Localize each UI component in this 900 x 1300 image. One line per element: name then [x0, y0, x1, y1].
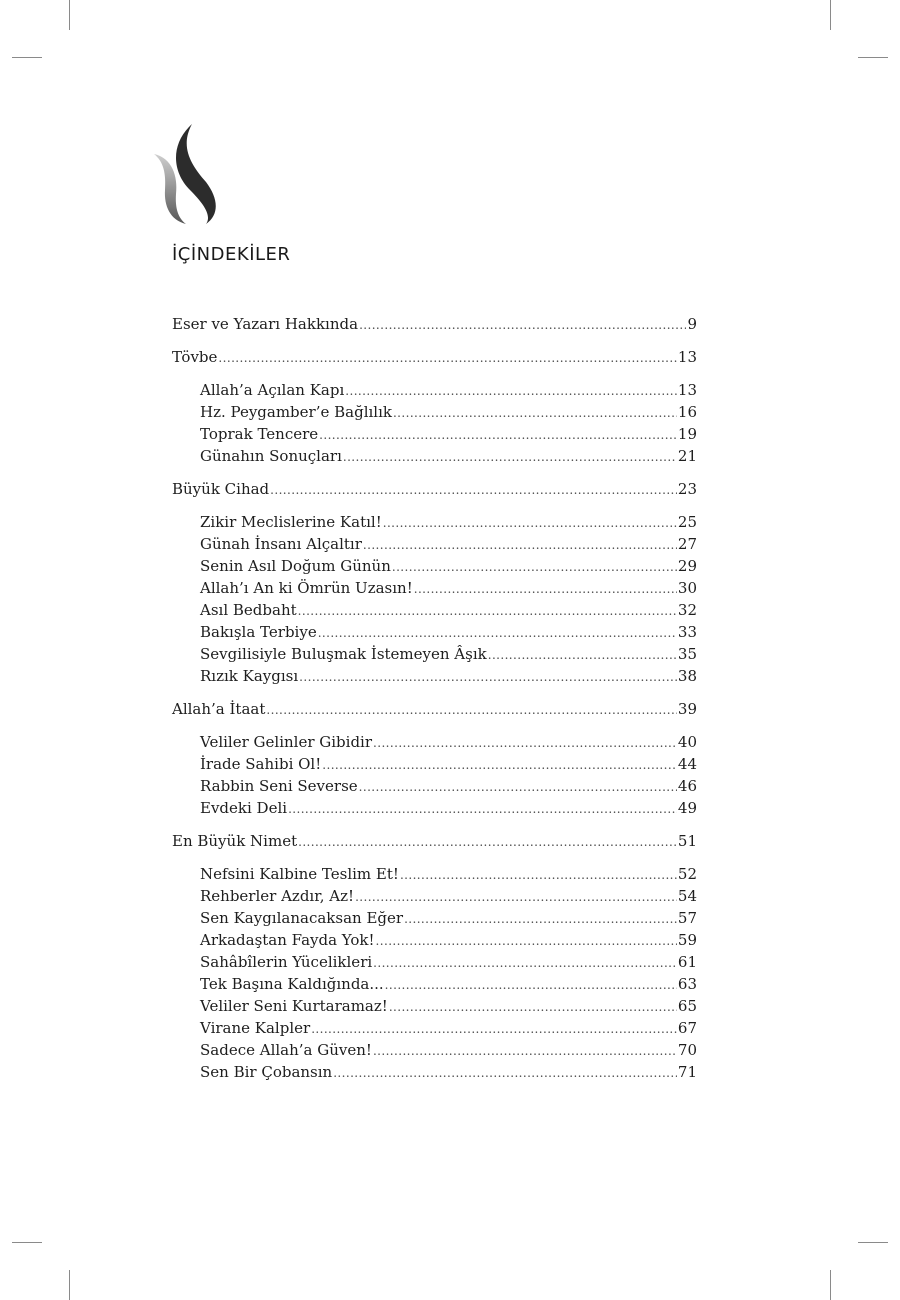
toc-dot-leader	[355, 886, 677, 908]
toc-heading: İÇİNDEKİLER	[172, 244, 291, 265]
toc-subsection-entry[interactable]	[172, 885, 697, 907]
toc-entry-title: Allah’a İtaat	[172, 700, 266, 718]
toc-page-number: 33	[677, 623, 697, 641]
toc-page-number: 9	[687, 315, 697, 333]
toc-page-number: 44	[677, 755, 697, 773]
toc-subsection-entry[interactable]	[172, 1017, 697, 1039]
toc-page-number: 27	[677, 535, 697, 553]
toc-entry-title: Sen Bir Çobansın	[200, 1063, 333, 1081]
toc-entry-title: Rızık Kaygısı	[200, 667, 299, 685]
crop-mark-top-right-v	[830, 0, 831, 30]
toc-page-number: 65	[677, 997, 697, 1015]
toc-dot-leader	[270, 479, 677, 501]
toc-subsection-entry[interactable]	[172, 555, 697, 577]
toc-subsection-entry[interactable]	[172, 1061, 697, 1083]
toc-dot-leader	[266, 699, 677, 721]
toc-entry-title: Tövbe	[172, 348, 218, 366]
toc-page-number: 38	[677, 667, 697, 685]
crop-mark-top-left-h	[12, 57, 42, 58]
toc-dot-leader	[393, 402, 677, 424]
toc-page-number: 32	[677, 601, 697, 619]
crop-mark-top-left-v	[69, 0, 70, 30]
toc-dot-leader	[400, 864, 677, 886]
toc-chapter-entry[interactable]	[172, 313, 697, 335]
toc-subsection-entry[interactable]	[172, 401, 697, 423]
toc-page-number: 25	[677, 513, 697, 531]
toc-chapter-entry[interactable]	[172, 346, 697, 368]
toc-dot-leader	[404, 908, 677, 930]
toc-chapter-entry[interactable]	[172, 698, 697, 720]
toc-page-number: 49	[677, 799, 697, 817]
toc-subsection-entry[interactable]	[172, 863, 697, 885]
toc-dot-leader	[373, 732, 677, 754]
toc-entry-title: Veliler Seni Kurtaramaz!	[200, 997, 388, 1015]
toc-entry-title: Bakışla Terbiye	[200, 623, 317, 641]
crop-mark-top-right-h	[858, 57, 888, 58]
toc-subsection-entry[interactable]	[172, 995, 697, 1017]
toc-dot-leader	[288, 798, 677, 820]
toc-subsection-entry[interactable]	[172, 379, 697, 401]
toc-entry-title: Virane Kalpler	[200, 1019, 311, 1037]
toc-entry-title: Sevgilisiyle Buluşmak İstemeyen Âşık	[200, 645, 487, 663]
toc-dot-leader	[319, 424, 677, 446]
toc-dot-leader	[322, 754, 677, 776]
toc-entry-title: Senin Asıl Doğum Günün	[200, 557, 391, 575]
toc-page-number: 59	[677, 931, 697, 949]
toc-subsection-entry[interactable]	[172, 797, 697, 819]
toc-subsection-entry[interactable]	[172, 951, 697, 973]
toc-page-number: 70	[677, 1041, 697, 1059]
toc-dot-leader	[343, 446, 677, 468]
toc-page-number: 40	[677, 733, 697, 751]
toc-subsection-entry[interactable]	[172, 511, 697, 533]
toc-entry-title: Sadece Allah’a Güven!	[200, 1041, 372, 1059]
toc-subsection-entry[interactable]	[172, 599, 697, 621]
toc-page-number: 63	[677, 975, 697, 993]
toc-dot-leader	[318, 622, 677, 644]
toc-subsection-entry[interactable]	[172, 577, 697, 599]
toc-subsection-entry[interactable]	[172, 731, 697, 753]
toc-dot-leader	[298, 600, 677, 622]
toc-entry-title: Büyük Cihad	[172, 480, 270, 498]
toc-entry-title: Zikir Meclislerine Katıl!	[200, 513, 382, 531]
toc-entry-title: Toprak Tencere	[200, 425, 319, 443]
toc-dot-leader	[345, 380, 677, 402]
crop-mark-bottom-right-h	[858, 1242, 888, 1243]
toc-dot-leader	[359, 776, 677, 798]
table-of-contents	[172, 313, 697, 1083]
toc-entry-title: Sen Kaygılanacaksan Eğer	[200, 909, 404, 927]
toc-page-number: 29	[677, 557, 697, 575]
toc-page-number: 54	[677, 887, 697, 905]
toc-subsection-entry[interactable]	[172, 621, 697, 643]
toc-page-number: 39	[677, 700, 697, 718]
toc-page-number: 67	[677, 1019, 697, 1037]
crop-mark-bottom-left-v	[69, 1270, 70, 1300]
toc-subsection-entry[interactable]	[172, 973, 697, 995]
toc-subsection-entry[interactable]	[172, 665, 697, 687]
toc-entry-title: Sahâbîlerin Yücelikleri	[200, 953, 373, 971]
toc-entry-title: Veliler Gelinler Gibidir	[200, 733, 373, 751]
toc-page-number: 21	[677, 447, 697, 465]
toc-subsection-entry[interactable]	[172, 643, 697, 665]
toc-entry-title: Nefsini Kalbine Teslim Et!	[200, 865, 399, 883]
toc-page-number: 16	[677, 403, 697, 421]
toc-dot-leader	[363, 534, 677, 556]
toc-subsection-entry[interactable]	[172, 753, 697, 775]
toc-dot-leader	[392, 556, 677, 578]
toc-dot-leader	[299, 666, 677, 688]
toc-dot-leader	[359, 314, 686, 336]
toc-dot-leader	[376, 930, 677, 952]
toc-subsection-entry[interactable]	[172, 907, 697, 929]
toc-entry-title: Rehberler Azdır, Az!	[200, 887, 355, 905]
toc-page-number: 23	[677, 480, 697, 498]
toc-dot-leader	[298, 831, 677, 853]
toc-dot-leader	[373, 952, 677, 974]
toc-dot-leader	[389, 996, 677, 1018]
toc-dot-leader	[333, 1062, 677, 1084]
toc-page-number: 19	[677, 425, 697, 443]
toc-subsection-entry[interactable]	[172, 775, 697, 797]
toc-subsection-entry[interactable]	[172, 533, 697, 555]
toc-subsection-entry[interactable]	[172, 423, 697, 445]
toc-entry-title: Günahın Sonuçları	[200, 447, 342, 465]
toc-entry-title: İrade Sahibi Ol!	[200, 755, 322, 773]
decorative-flame-icon	[150, 120, 230, 230]
toc-dot-leader	[373, 1040, 677, 1062]
toc-chapter-entry[interactable]	[172, 830, 697, 852]
toc-entry-title: Tek Başına Kaldığında...	[200, 975, 384, 993]
toc-entry-title: Hz. Peygamber’e Bağlılık	[200, 403, 392, 421]
toc-entry-title: Allah’ı An ki Ömrün Uzasın!	[200, 579, 413, 597]
toc-entry-title: Allah’a Açılan Kapı	[200, 381, 345, 399]
toc-page-number: 52	[677, 865, 697, 883]
toc-entry-title: En Büyük Nimet	[172, 832, 298, 850]
crop-mark-bottom-right-v	[830, 1270, 831, 1300]
toc-dot-leader	[311, 1018, 677, 1040]
toc-chapter-entry[interactable]	[172, 478, 697, 500]
toc-entry-title: Evdeki Deli	[200, 799, 288, 817]
toc-dot-leader	[383, 512, 677, 534]
toc-page-number: 71	[677, 1063, 697, 1081]
toc-entry-title: Asıl Bedbaht	[200, 601, 297, 619]
toc-page-number: 61	[677, 953, 697, 971]
toc-page-number: 35	[677, 645, 697, 663]
toc-dot-leader	[414, 578, 677, 600]
toc-page-number: 13	[677, 381, 697, 399]
toc-dot-leader	[385, 974, 677, 996]
toc-subsection-entry[interactable]	[172, 929, 697, 951]
toc-page-number: 30	[677, 579, 697, 597]
toc-page-number: 57	[677, 909, 697, 927]
toc-entry-title: Günah İnsanı Alçaltır	[200, 535, 362, 553]
toc-page-number: 51	[677, 832, 697, 850]
toc-subsection-entry[interactable]	[172, 1039, 697, 1061]
toc-page-number: 13	[677, 348, 697, 366]
toc-entry-title: Eser ve Yazarı Hakkında	[172, 315, 359, 333]
crop-mark-bottom-left-h	[12, 1242, 42, 1243]
toc-dot-leader	[218, 347, 676, 369]
toc-entry-title: Rabbin Seni Severse	[200, 777, 358, 795]
toc-entry-title: Arkadaştan Fayda Yok!	[200, 931, 375, 949]
toc-dot-leader	[488, 644, 677, 666]
toc-page-number: 46	[677, 777, 697, 795]
toc-subsection-entry[interactable]	[172, 445, 697, 467]
